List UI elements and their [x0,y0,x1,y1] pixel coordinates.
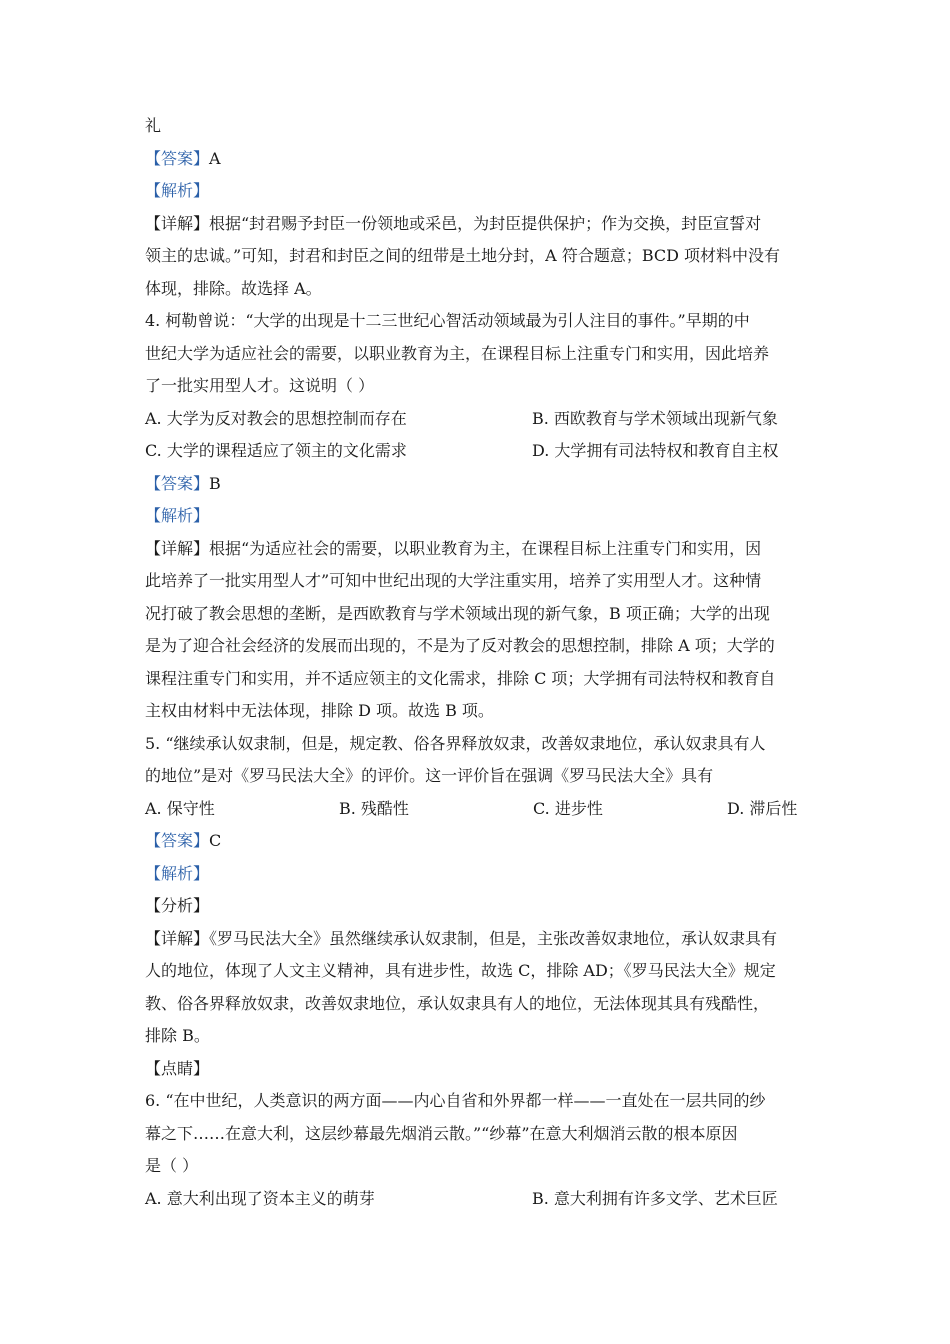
q5-fenxi-label: 【分析】 [145,896,210,915]
q5-answer [145,825,810,858]
answer-label: 【答案】 [145,473,210,493]
q4-stem-line: 世纪大学为适应社会的需要，以职业教育为主，在课程目标上注重专门和实用，因此培养 [145,343,770,363]
q5-detail-line: 排除 B。 [145,1026,210,1045]
q6-stem-line: 6. “在中世纪，人类意识的两方面——内心自省和外界都一样——一直处在一层共同的纱 [145,1091,766,1110]
q5-analysis-label: 【解析】 [145,863,210,883]
q4-detail-line: 是为了迎合社会经济的发展而出现的，不是为了反对教会的思想控制，排除 A 项；大学的 [145,636,775,655]
q3-detail-line: 体现，排除。故选择 A。 [145,278,322,298]
q4-answer [145,468,810,501]
page-content [145,110,810,1215]
q3-detail-line: 领主的忠诚。”可知，封君和封臣之间的纽带是土地分封，A 符合题意；BCD 项材料中没有 [145,246,781,265]
q6-stem-line: 是（ ） [145,1156,199,1175]
q5-detail-line: 【详解】《罗马民法大全》虽然继续承认奴隶制，但是，主张改善奴隶地位，承认奴隶具有 [145,928,778,948]
q6-option-a: A. 意大利出现了资本主义的萌芽 [145,1188,375,1208]
q4-detail-line: 况打破了教会思想的垄断，是西欧教育与学术领域出现的新气象，B 项正确；大学的出现 [145,603,770,623]
answer-label: 【答案】 [145,831,210,850]
q4-option-d: D. 大学拥有司法特权和教育自主权 [532,441,779,460]
q4-detail-line: 课程注重专门和实用，并不适应领主的文化需求，排除 C 项；大学拥有司法特权和教育自 [145,668,776,688]
q4-detail-line: 此培养了一批实用型人才”可知中世纪出现的大学注重实用，培养了实用型人才。这种情 [145,571,762,590]
q4-option-b: B. 西欧教育与学术领域出现新气象 [532,408,778,428]
q5-detail-line: 人的地位，体现了人文主义精神，具有进步性，故选 C，排除 AD；《罗马民法大全》规定 [145,961,776,980]
intro-tail-text: 礼 [145,116,162,135]
answer-value: A [209,148,221,168]
q5-option-c: C. 进步性 [533,798,603,818]
q5-dianjing-label: 【点睛】 [145,1058,210,1078]
q5-options-row [145,793,810,826]
q4-option-a: A. 大学为反对教会的思想控制而存在 [145,408,407,428]
q5-option-a: A. 保守性 [145,798,215,818]
q6-options-row [145,1183,810,1216]
answer-label: 【答案】 [145,148,210,168]
q5-detail-line: 教、俗各界释放奴隶，改善奴隶地位，承认奴隶具有人的地位，无法体现其具有残酷性， [145,993,770,1013]
q4-options-row [145,435,810,468]
q5-option-d: D. 滞后性 [727,798,798,818]
q3-analysis-label: 【解析】 [145,181,210,200]
q5-option-b: B. 残酷性 [339,798,409,818]
q6-stem-line: 幕之下……在意大利，这层纱幕最先烟消云散。”“纱幕”在意大利烟消云散的根本原因 [145,1123,738,1143]
q5-stem-line: 的地位”是对《罗马民法大全》的评价。这一评价旨在强调《罗马民法大全》具有 [145,766,714,785]
q4-detail-line: 主权由材料中无法体现，排除 D 项。故选 B 项。 [145,701,494,720]
q4-stem-line: 了一批实用型人才。这说明（ ） [145,376,375,395]
answer-value: C [209,831,222,850]
q3-detail-line: 【详解】根据“封君赐予封臣一份领地或采邑，为封臣提供保护；作为交换，封臣宣誓对 [145,213,762,233]
q6-option-b: B. 意大利拥有许多文学、艺术巨匠 [532,1188,778,1208]
q4-options-row [145,403,810,436]
q5-stem-line: 5. “继续承认奴隶制，但是，规定教、俗各界释放奴隶，改善奴隶地位，承认奴隶具有人 [145,733,766,753]
q4-stem-line: 4. 柯勒曾说：“大学的出现是十二三世纪心智活动领域最为引人注目的事件。”早期的中 [145,311,750,330]
q3-answer [145,143,810,176]
q4-analysis-label: 【解析】 [145,506,210,525]
q4-option-c: C. 大学的课程适应了领主的文化需求 [145,441,407,460]
answer-value: B [209,473,221,493]
q4-detail-line: 【详解】根据“为适应社会的需要，以职业教育为主，在课程目标上注重专门和实用，因 [145,538,762,558]
